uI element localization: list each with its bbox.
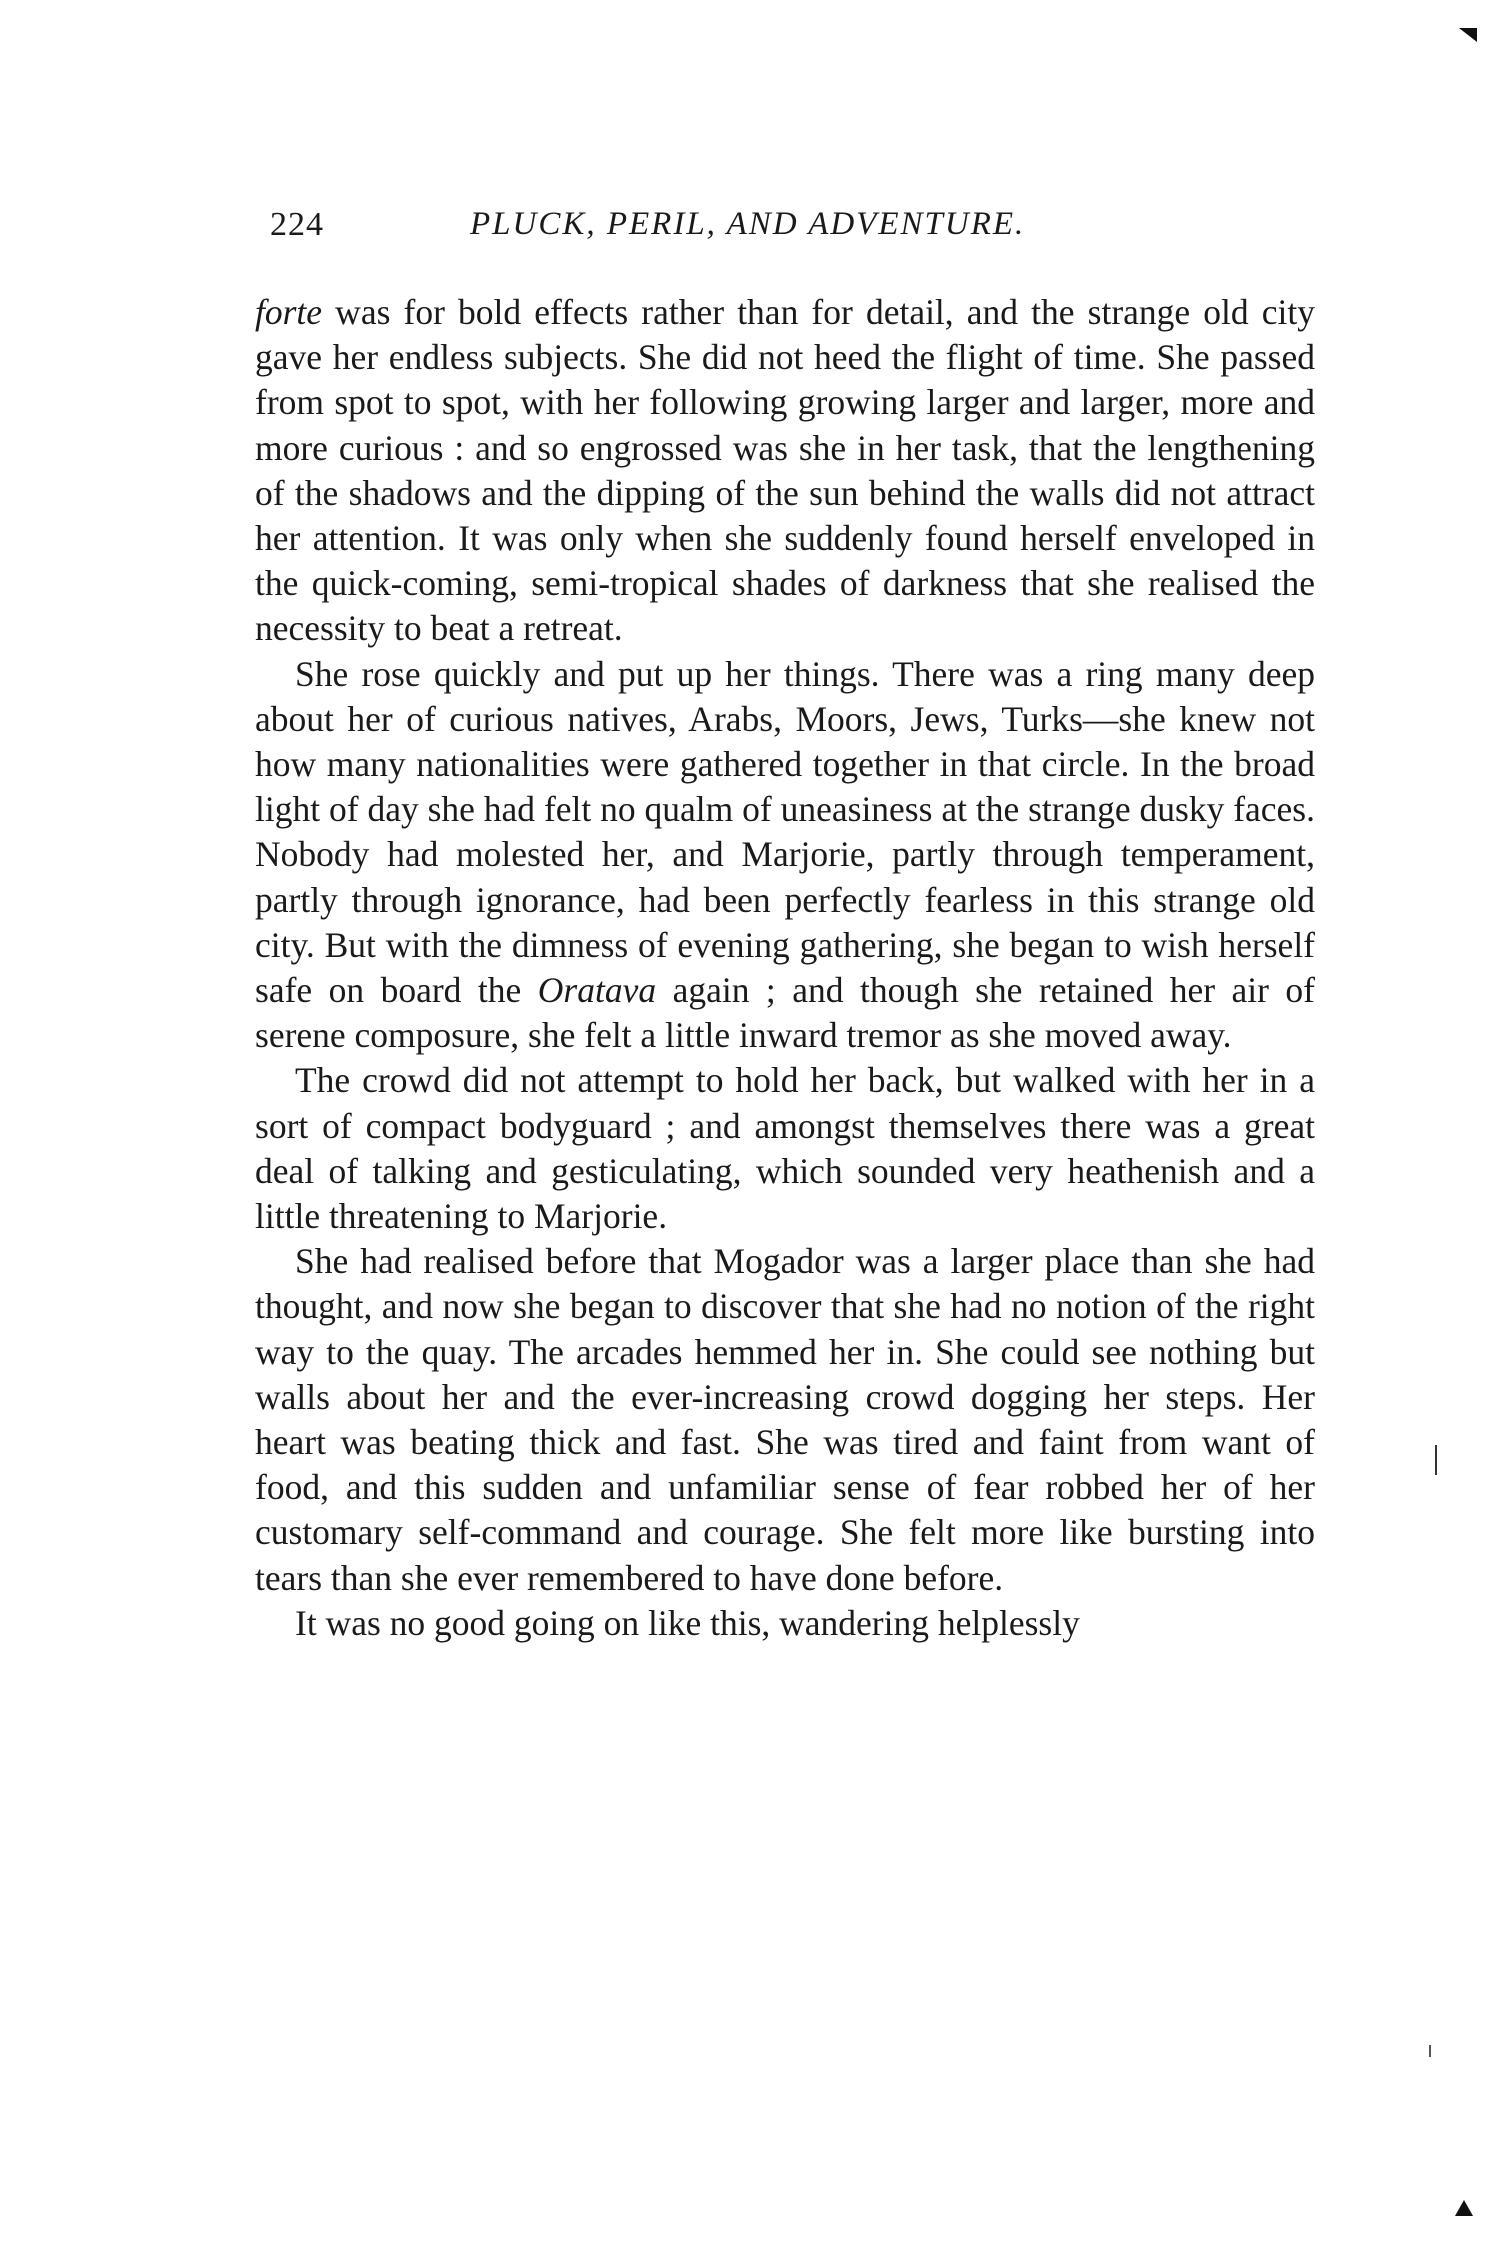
paragraph-4-part-1: She had realised before that Mogador was a larger place than she had thought, and now she began to discover that she had no notion of the right way to the quay. The arcades hemmed her in. She could see nothing but walls about her and the ever-increasing crowd dogging her steps. Her heart was beating thick and fast. She was tired and faint from want of food, and this sudden and unfamiliar sense of fear robbed her of her customary self-command and courage. She felt more like bursting into tears than she ever remembered to have done before. [255, 1241, 1315, 1598]
paragraph-3-part-1: The crowd did not attempt to hold her back, but walked with her in a sort of compact bodyguard ; and amongst themselves there was a great deal of talking and gesticulating, which sounded very heathenish and a little threatening to Marjorie. [255, 1060, 1315, 1237]
paragraph-5-part-1: It was no good going on like this, wandering helplessly [295, 1602, 1080, 1643]
paragraph-1-part-1: forte [255, 292, 323, 332]
scan-corner-triangle-icon [1455, 2200, 1473, 2216]
running-head: PLUCK, PERIL, AND ADVENTURE. [470, 206, 1026, 242]
scan-corner-mark-icon [1459, 28, 1477, 42]
paragraph-3 [255, 1058, 1315, 1239]
paragraph-2 [255, 652, 1315, 1059]
scan-margin-tick-small [1429, 2045, 1431, 2057]
paragraph-1-part-2: was for bold effects rather than for detail, and the strange old city gave her endless subjects. She did not heed the flight of time. She passed from spot to spot, with her following growing larger and larger, more and more curious : and so engrossed was she in her task, that the lengthening of the shadows and the dipping of the sun behind the walls did not attract her attention. It was only when she suddenly found herself enveloped in the quick-coming, semi-tropical shades of darkness that she realised the necessity to beat a retreat. [255, 292, 1315, 649]
page-number: 224 [270, 206, 324, 243]
paragraph-1 [255, 290, 1315, 652]
paragraph-2-part-1: She rose quickly and put up her things. There was a ring many deep about her of curious natives, Arabs, Moors, Jews, Turks—she knew not how many nationalities were gathered together in that circle. In the broad light of day she had felt no qualm of uneasiness at the strange dusky faces. Nobody had molested her, and Marjorie, partly through temperament, partly through ignorance, had been perfectly fearless in this strange old city. But with the dimness of evening gathering, she began to wish herself safe on board the [255, 653, 1315, 1011]
page-header [270, 206, 1320, 256]
paragraph-2-part-2: Oratava [537, 970, 657, 1011]
paragraph-5 [255, 1601, 1315, 1646]
scan-margin-tick [1435, 1445, 1437, 1475]
paragraph-4 [255, 1239, 1315, 1601]
body-text [255, 290, 1315, 1646]
paragraph-2-part-3: again ; and though she retained her air of serene composure, she felt a little inward tremor as she moved away. [255, 970, 1315, 1056]
